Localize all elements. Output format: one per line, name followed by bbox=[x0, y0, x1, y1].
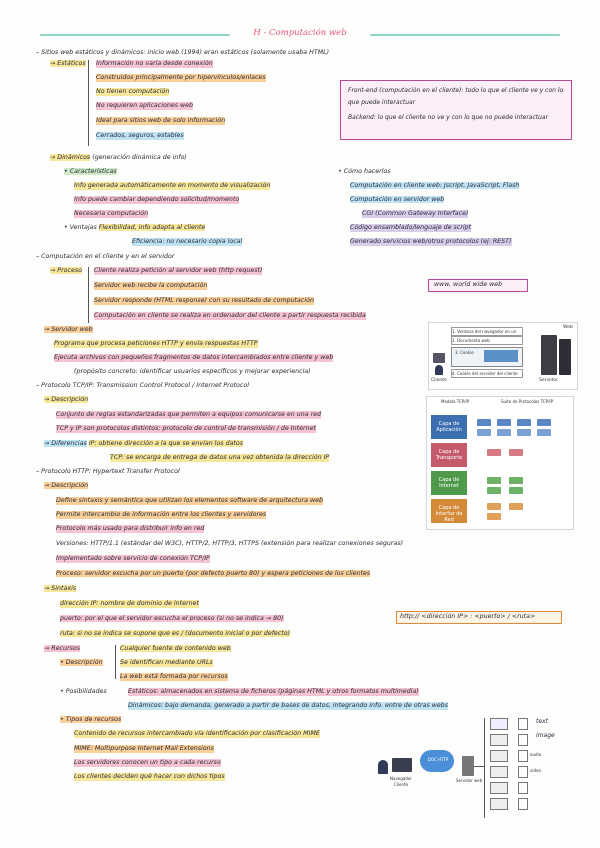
label-ventajas bbox=[64, 224, 205, 232]
server-cookie-box bbox=[451, 347, 523, 367]
label-descripcion-rec-text: • Descripción bbox=[60, 659, 103, 666]
label-recursos bbox=[44, 645, 80, 653]
note-comp-cliente: Computación en cliente se realiza en ordenador del cliente a partir respuesta recibida bbox=[94, 312, 366, 319]
res-laptop-icon bbox=[392, 758, 412, 772]
res-label-cliente: Cliente bbox=[394, 782, 409, 787]
tcp-chip-ppp bbox=[487, 503, 501, 510]
note-aplicaciones: No requieren aplicaciones web bbox=[96, 102, 194, 109]
res-label-audio: audio bbox=[530, 752, 542, 757]
label-tipos bbox=[60, 716, 121, 724]
note-mime: MIME: Multipurpose Internet Mail Extensions bbox=[74, 745, 214, 752]
res-doc-2 bbox=[490, 734, 508, 746]
note-info-generada: Info generada automáticamente en momento de visualización bbox=[74, 182, 271, 189]
server-label-web: Web bbox=[563, 325, 573, 330]
server-cookie-inner bbox=[484, 350, 518, 362]
note-fuente bbox=[120, 645, 231, 653]
server-row-3: 3. Cookie bbox=[455, 350, 474, 355]
label-sintaxis-text: → Sintaxis bbox=[44, 585, 77, 592]
label-caracteristicas-text: • Características bbox=[64, 168, 117, 175]
tcp-layer-internet-text: Capa de Internet bbox=[438, 477, 460, 489]
note-web-formada: La web está formada por recursos bbox=[120, 673, 228, 680]
tcp-chip-a5 bbox=[477, 429, 491, 436]
note-dinamicos: Dinámicos: bajo demanda, generado a partir de bases de datos, integrando info. entre de otras webs bbox=[128, 702, 449, 709]
res-label-text: text bbox=[536, 718, 548, 725]
server-row-1 bbox=[451, 327, 523, 336]
res-file-3 bbox=[518, 750, 528, 762]
res-file-5 bbox=[518, 782, 528, 794]
res-file-1 bbox=[518, 718, 528, 730]
note-info: Información no varía desde conexión bbox=[96, 60, 213, 67]
line-http: – Protocolo HTTP: Hypertext Transfer Protocol bbox=[36, 468, 180, 475]
note-ruta bbox=[60, 630, 290, 638]
res-doc-6 bbox=[490, 798, 508, 810]
res-label-navegador: Navegador bbox=[390, 776, 412, 781]
label-descripcion-tcp bbox=[44, 396, 88, 404]
label-caracteristicas bbox=[64, 168, 117, 176]
note-computacion: No tienen computación bbox=[96, 88, 170, 95]
res-doc-1 bbox=[490, 718, 508, 730]
res-doc-4 bbox=[490, 766, 508, 778]
note-fuente-text: Cualquier fuente de contenido web bbox=[120, 645, 231, 652]
tcp-chip-a6 bbox=[497, 429, 511, 436]
tcp-chip-igmp bbox=[509, 487, 523, 494]
res-file-6 bbox=[518, 798, 528, 810]
server-label-cliente: Cliente bbox=[431, 378, 447, 383]
line-cliente-servidor: – Computación en el cliente y en el servidor bbox=[36, 253, 175, 260]
label-dinamicos bbox=[50, 154, 187, 162]
res-label-image: image bbox=[536, 732, 555, 739]
server-row-4 bbox=[451, 369, 523, 378]
res-label-video: video bbox=[530, 768, 541, 773]
note-necesaria: Necesaria computación bbox=[74, 210, 149, 217]
tcp-layer-app-text: Capa de Aplicación bbox=[436, 421, 462, 433]
server-diagram bbox=[428, 322, 578, 390]
note-eficiencia: Eficiencia: no necesario copia local bbox=[132, 238, 243, 245]
server-row-1-text: 1. Ventana del navegador en un bbox=[452, 329, 517, 334]
tcp-chip-a7 bbox=[517, 429, 531, 436]
note-tcp: TCP: se encarga de entrega de datos una vez obtenida la dirección IP bbox=[110, 454, 330, 461]
person-icon bbox=[435, 365, 443, 375]
tcp-chip-icmp bbox=[509, 477, 523, 484]
tcp-chip-dns bbox=[537, 419, 551, 426]
tcp-layer-app bbox=[431, 415, 467, 439]
note-mime-clas: Contenido de recursos intercambiado vía identificación por clasificación MIME bbox=[74, 730, 320, 737]
tcp-layer-transport bbox=[431, 443, 467, 467]
note-cgi: CGI (Common Gateway Interface) bbox=[362, 210, 469, 217]
tcp-chip-udp bbox=[509, 449, 523, 456]
note-tcp-ip: TCP y IP son protocolos distintos; protocolo de control de transmisión / de Internet bbox=[56, 425, 316, 432]
label-servidor-web-text: → Servidor web bbox=[44, 326, 93, 333]
note-hipervinculos: Construidos principalmente por hipervínculos/enlaces bbox=[96, 74, 266, 81]
label-diferencias-text: → Diferencias bbox=[44, 440, 87, 447]
tcp-chip-arp bbox=[487, 487, 501, 494]
server-row-4-text: 4. Cookie del servidor del cliente bbox=[452, 371, 518, 376]
label-estaticos bbox=[50, 60, 86, 68]
label-diferencias bbox=[44, 440, 243, 448]
server-row-2-text: 2. Documento web bbox=[452, 338, 490, 343]
tcp-header-left: Modelo TCP/IP bbox=[441, 399, 470, 404]
note-servidor-web bbox=[350, 196, 444, 204]
line-static-dynamic: – Sitios web estáticos y dinámicos: inicio web (1994) eran estáticos (solamente usaba HTML) bbox=[36, 49, 330, 56]
label-descripcion-http bbox=[44, 482, 88, 490]
tcp-layer-network-text: Capa de Interfaz de Red bbox=[435, 505, 463, 523]
note-versiones: Versiones: HTTP/1.1 (estándar del W3C), HTTP/2, HTTP/3, HTTPS (extensión para realizar conexiones seguras) bbox=[56, 540, 404, 547]
label-como-hacerlos: • Cómo hacerlos bbox=[338, 168, 391, 175]
tcp-layer-internet bbox=[431, 471, 467, 495]
tcp-layer-network bbox=[431, 499, 467, 523]
tcp-chip-ftp bbox=[497, 419, 511, 426]
note-proceso-http bbox=[56, 570, 370, 578]
res-vline bbox=[484, 718, 485, 818]
line-tcpip: – Protocolo TCP/IP: Transmission Control Protocol / Internet Protocol bbox=[36, 382, 249, 389]
note-estaticos: Estáticos: almacenados en sistema de ficheros (páginas HTML y otros formatos multimedia) bbox=[128, 688, 419, 695]
server-label-servidor: Servidor bbox=[539, 378, 558, 383]
note-puerto bbox=[60, 615, 284, 623]
note-urls: Se identifican mediante URLs bbox=[120, 659, 213, 666]
res-file-4 bbox=[518, 766, 528, 778]
res-file-2 bbox=[518, 734, 528, 746]
label-descripcion-rec bbox=[60, 659, 103, 667]
www-text: www, world wide web bbox=[434, 281, 503, 288]
note-ejecuta: Ejecuta archivos con pequeños fragmentos de datos intercambiados entre cliente y web bbox=[54, 354, 334, 361]
res-cloud-label: DOC HTTP bbox=[427, 757, 449, 762]
note-ip: IP: obtiene dirección a la que se envían los datos bbox=[88, 440, 244, 447]
label-dinamicos-text: → Dinámicos bbox=[50, 154, 91, 161]
client-pc-icon bbox=[433, 353, 445, 363]
frontend-text: Front-end (computación en el cliente): todo lo que el cliente ve y con lo que puede interactuar bbox=[348, 87, 564, 106]
note-peticion: Cliente realiza petición al servidor web (http request) bbox=[94, 267, 263, 274]
note-programa: Programa que procesa peticiones HTTP y envía respuestas HTTP bbox=[54, 340, 258, 347]
res-server-icon bbox=[462, 756, 474, 776]
note-codigo: Código ensamblado/lenguaje de script bbox=[350, 224, 472, 231]
note-direccion: dirección IP: nombre de dominio de internet bbox=[60, 600, 199, 607]
note-responde: Servidor responde (HTML response) con su resultado de computación bbox=[94, 297, 314, 304]
res-doc-5 bbox=[490, 782, 508, 794]
label-descripcion-http-text: → Descripción bbox=[44, 482, 89, 489]
note-proceso-http-text: Proceso: servidor escucha por un puerto (por defecto puerto 80) y espera peticiones de los clientes bbox=[56, 570, 371, 577]
note-proposito: (propósito concreto: identificar usuarios específicos y mejorar experiencia) bbox=[74, 368, 311, 375]
note-ideal: Ideal para sitios web de solo información bbox=[96, 117, 226, 124]
label-ventajas-text: • Ventajas bbox=[64, 224, 97, 231]
tcp-chip-n3 bbox=[487, 513, 501, 520]
note-flexibilidad: Flexibilidad, info adapta al cliente bbox=[98, 224, 206, 231]
res-hline-1 bbox=[474, 766, 484, 767]
label-recursos-text: → Recursos bbox=[44, 645, 80, 652]
tcp-diagram bbox=[426, 396, 574, 530]
tcp-chip-http bbox=[477, 419, 491, 426]
label-sintaxis bbox=[44, 585, 76, 593]
label-dinamicos-note: (generación dinámica de info) bbox=[92, 154, 187, 161]
bracket-descripcion-rec bbox=[115, 645, 116, 679]
tcp-chip-smtp bbox=[517, 419, 531, 426]
server-row-2 bbox=[451, 336, 523, 345]
note-cliente-web-text: Computación en cliente web: Jscript, JavaScript, Flash bbox=[350, 182, 520, 189]
tcp-chip-tcp bbox=[487, 449, 501, 456]
label-descripcion-tcp-text: → Descripción bbox=[44, 396, 89, 403]
tcp-chip-a8 bbox=[537, 429, 551, 436]
note-servidores: Los servidores conocen un tipo a cada recurso bbox=[74, 759, 221, 766]
res-person-icon bbox=[378, 760, 388, 774]
tcp-chip-eth bbox=[509, 503, 523, 510]
note-servidor-web-text: Computación en servidor web bbox=[350, 196, 445, 203]
resources-diagram bbox=[372, 712, 576, 824]
note-cliente-web bbox=[350, 182, 519, 190]
note-cerrados: Cerrados, seguros, estables bbox=[96, 132, 184, 139]
note-cambiar: Info puede cambiar dependiendo solicitud/momento bbox=[74, 196, 240, 203]
label-posibilidades: • Posibilidades bbox=[60, 688, 107, 695]
server-tower-icon-2 bbox=[559, 339, 571, 375]
label-estaticos-text: → Estáticos bbox=[50, 60, 86, 67]
res-doc-3 bbox=[490, 750, 508, 762]
bracket-estaticos bbox=[88, 60, 89, 146]
note-mas-usado: Protocolo más usado para distribuir info en red bbox=[56, 525, 205, 532]
label-servidor-web bbox=[44, 326, 93, 334]
label-proceso bbox=[50, 267, 82, 275]
url-text: http:// <dirección IP> : <puerto> / <ruta> bbox=[400, 613, 536, 620]
note-servidor-recibe: Servidor web recibe la computación bbox=[94, 282, 208, 289]
note-permite: Permite intercambio de información entre los clientes y servidores bbox=[56, 511, 267, 518]
tcp-layer-transport-text: Capa de Transporte bbox=[435, 449, 463, 461]
note-generado: Generado servicios web/otros protocolos (ej: REST) bbox=[350, 238, 512, 245]
server-tower-icon bbox=[541, 335, 557, 375]
res-label-servidor: Servidor web bbox=[456, 778, 483, 783]
note-implementado: Implementado sobre servicio de conexión TCP/IP bbox=[56, 555, 210, 562]
label-tipos-text: • Tipos de recursos bbox=[60, 716, 122, 723]
note-conjunto: Conjunto de reglas estandarizadas que permiten a equipos comunicarse en una red bbox=[56, 411, 322, 418]
note-puerto-text: puerto: por el que el servidor escucha el proceso (si no se indica → 80) bbox=[60, 615, 284, 622]
page-title: H - Computación web bbox=[253, 28, 347, 38]
label-proceso-text: → Proceso bbox=[50, 267, 82, 274]
note-define: Define sintaxis y semántica que utilizan los elementos software de arquitectura web bbox=[56, 497, 323, 504]
note-ruta-text: ruta: si no se indica se supone que es / (documento inicial o por defecto) bbox=[60, 630, 291, 637]
backend-text: Backend: lo que el cliente no ve y con lo que no puede interactuar bbox=[348, 114, 549, 121]
tcp-header-right: Suite de Protocolos TCP/IP bbox=[500, 399, 554, 404]
bracket-proceso bbox=[88, 267, 89, 323]
note-clientes: Los clientes deciden qué hacer con dichos tipos bbox=[74, 773, 225, 780]
tcp-chip-ip bbox=[487, 477, 501, 484]
